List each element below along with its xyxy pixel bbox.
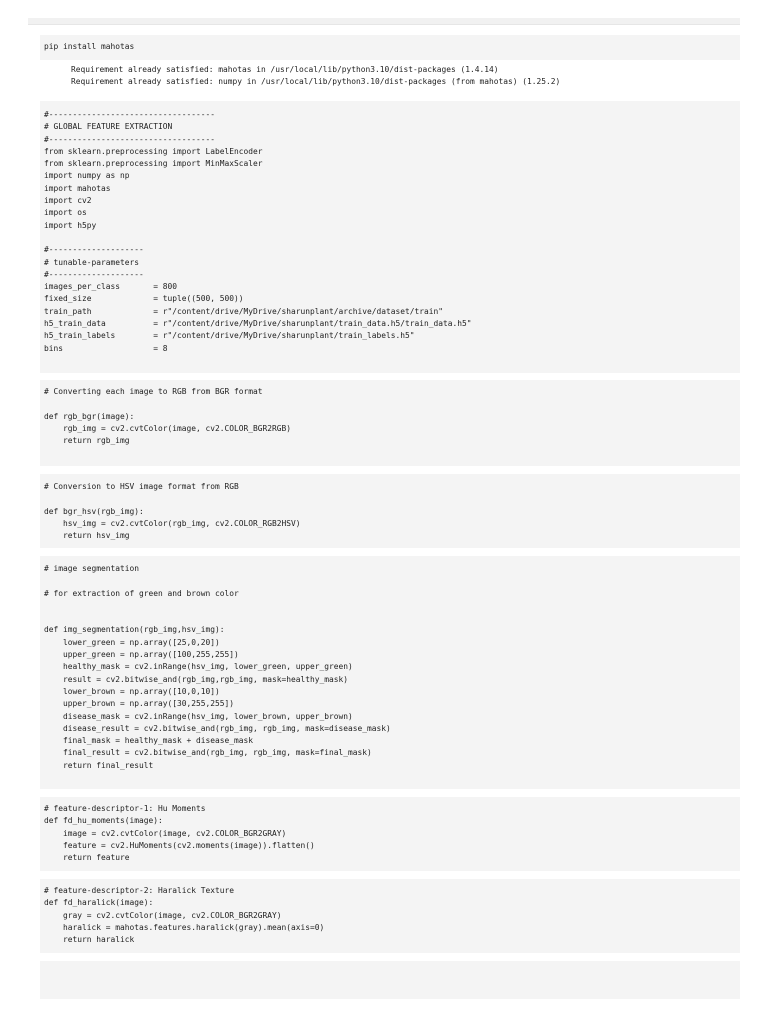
code-cell-bgr-hsv[interactable] — [40, 474, 740, 548]
code-editor[interactable]: # Converting each image to RGB from BGR format def rgb_bgr(image): rgb_img = cv2.cvtColor(image, cv2.COLOR_BGR2RGB) return rgb_img — [44, 387, 292, 446]
code-cell-global-feature-extraction[interactable] — [40, 101, 740, 373]
code-editor[interactable]: # image segmentation # for extraction of green and brown color def img_segmentation(rgb_img,hsv_img): lower_green = np.array([25,0,20]) upper_green = np.array([100,255,255]) healthy_mask = cv2.inRange(hsv_img, lower_green, upper_green) result = cv2.bitwise_and(rgb_img,rgb_img, mask=healthy_mask) lower_brown = np.array([10,0,10]) upper_brown = np.array([30,255,255]) disease_mask = cv2.inRange(hsv_img, lower_brown, upper_brown) disease_result = cv2.bitwise_and(rgb_img, rgb_img, mask=disease_mask) final_mask = healthy_mask + disease_mask final_result = cv2.bitwise_and(rgb_img, rgb_img, mask=final_mask) return final_result — [44, 564, 391, 770]
code-cell-pip-install[interactable] — [40, 35, 740, 60]
code-cell-img-segmentation[interactable] — [40, 556, 740, 789]
notebook-top-bar — [28, 18, 740, 25]
code-editor[interactable]: # feature-descriptor-2: Haralick Texture def fd_haralick(image): gray = cv2.cvtColor(image, cv2.COLOR_BGR2GRAY) haralick = mahotas.features.haralick(gray).mean(axis=0) return haralick — [44, 886, 325, 945]
code-editor[interactable]: # Conversion to HSV image format from RGB def bgr_hsv(rgb_img): hsv_img = cv2.cvtColor(rgb_img, cv2.COLOR_RGB2HSV) return hsv_img — [44, 482, 301, 541]
code-editor[interactable]: # feature-descriptor-1: Hu Moments def fd_hu_moments(image): image = cv2.cvtColor(image, cv2.COLOR_BGR2GRAY) feature = cv2.HuMoments(cv2.moments(image)).flatten() return feature — [44, 804, 315, 863]
code-cell-empty[interactable] — [40, 961, 740, 999]
code-cell-rgb-bgr[interactable] — [40, 380, 740, 466]
code-editor[interactable]: pip install mahotas — [44, 42, 135, 51]
cell-output: Requirement already satisfied: mahotas in /usr/local/lib/python3.10/dist-packages (1.4.14) Requirement already satisfied: numpy in /usr/local/lib/python3.10/dist-packages (from mahotas) (1.25.2) — [71, 65, 561, 87]
code-cell-haralick[interactable] — [40, 879, 740, 953]
code-editor[interactable]: #----------------------------------- # GLOBAL FEATURE EXTRACTION #----------------------------------- from sklearn.preprocessing import LabelEncoder from sklearn.preprocessing import MinMaxScaler import numpy as np import mahotas import cv2 import os import h5py #-------------------- # tunable-parameters #-------------------- images_per_class = 800 fixed_size = tuple((500, 500)) train_path = r"/content/drive/MyDrive/sharunplant/archive/dataset/train" h5_train_data = r"/content/drive/MyDrive/sharunplant/train_data.h5/train_data.h5" h5_train_labels = r"/content/drive/MyDrive/sharunplant/train_labels.h5" bins = 8 — [44, 110, 472, 353]
code-cell-hu-moments[interactable] — [40, 797, 740, 871]
